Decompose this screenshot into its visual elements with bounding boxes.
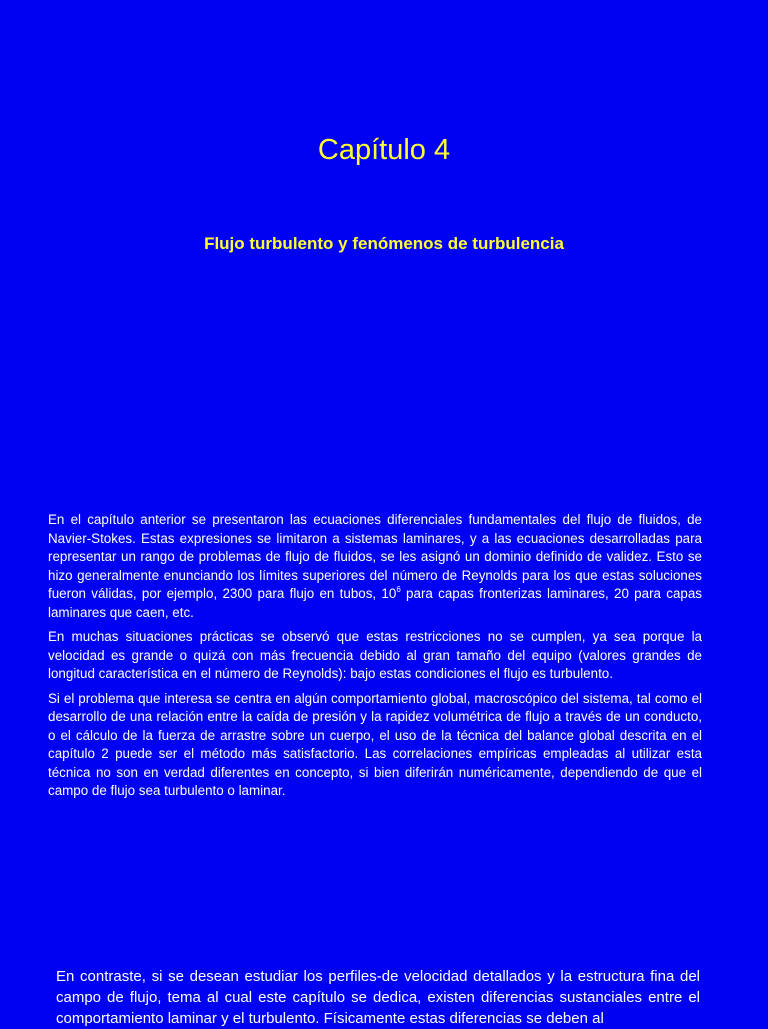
exponent: 6 xyxy=(396,585,401,594)
chapter-subtitle: Flujo turbulento y fenómenos de turbulencia xyxy=(204,234,564,253)
chapter-title: Capítulo 4 xyxy=(317,134,451,166)
paragraph-3: Si el problema que interesa se centra en algún comportamiento global, macroscópico del sistema, tal como el desarrollo de una relación entre la caída de presión y la rapidez volumétrica de flujo a través de un conducto, o el cálculo de la fuerza de arrastre sobre un cuerpo, el uso de la técnica del balance global descrita en el capítulo 2 puede ser el método más satisfactorio. Las correlaciones empíricas empleadas al utilizar esta técnica no son en verdad diferentes en concepto, si bien diferirán numéricamente, dependiendo de que el campo de flujo sea turbulento o laminar. xyxy=(48,690,702,798)
paragraph-4: En contraste, si se desean estudiar los perfiles-de velocidad detallados y la estructura fina del campo de flujo, tema al cual este capítulo se dedica, existen diferencias sustanciales entre el comportamiento laminar y el turbulento. Físicamente estas diferencias se deben al xyxy=(56,968,700,1027)
bottom-text xyxy=(56,966,700,1029)
paragraph-2: En muchas situaciones prácticas se observó que estas restricciones no se cumplen, ya sea porque la velocidad es grande o quizá con más frecuencia debido al gran tamaño del equipo (valores grandes de longitud característica en el número de Reynolds): bajo estas condiciones el flujo es turbulento. xyxy=(48,629,702,681)
paragraph-1-text-a: En el capítulo anterior se presentaron las ecuaciones diferenciales fundamentales del flujo de fluidos, de Navier-Stokes. Estas expresiones se limitaron a sistemas laminares, y a las ecuaciones desarrolladas para representar un rango de problemas de flujo de fluidos, se les asignó un dominio definido de validez. Esto se hizo generalmente enunciando los límites superiores del número de Reynolds para los que estas soluciones fueron válidas, por ejemplo, 2300 para flujo en tubos, 10 xyxy=(48,512,702,601)
paragraph-1-text-b: para capas fronterizas laminares, 20 para capas laminares que caen, etc. xyxy=(48,586,702,620)
body-text xyxy=(48,511,702,807)
paragraph-1 xyxy=(48,511,702,622)
